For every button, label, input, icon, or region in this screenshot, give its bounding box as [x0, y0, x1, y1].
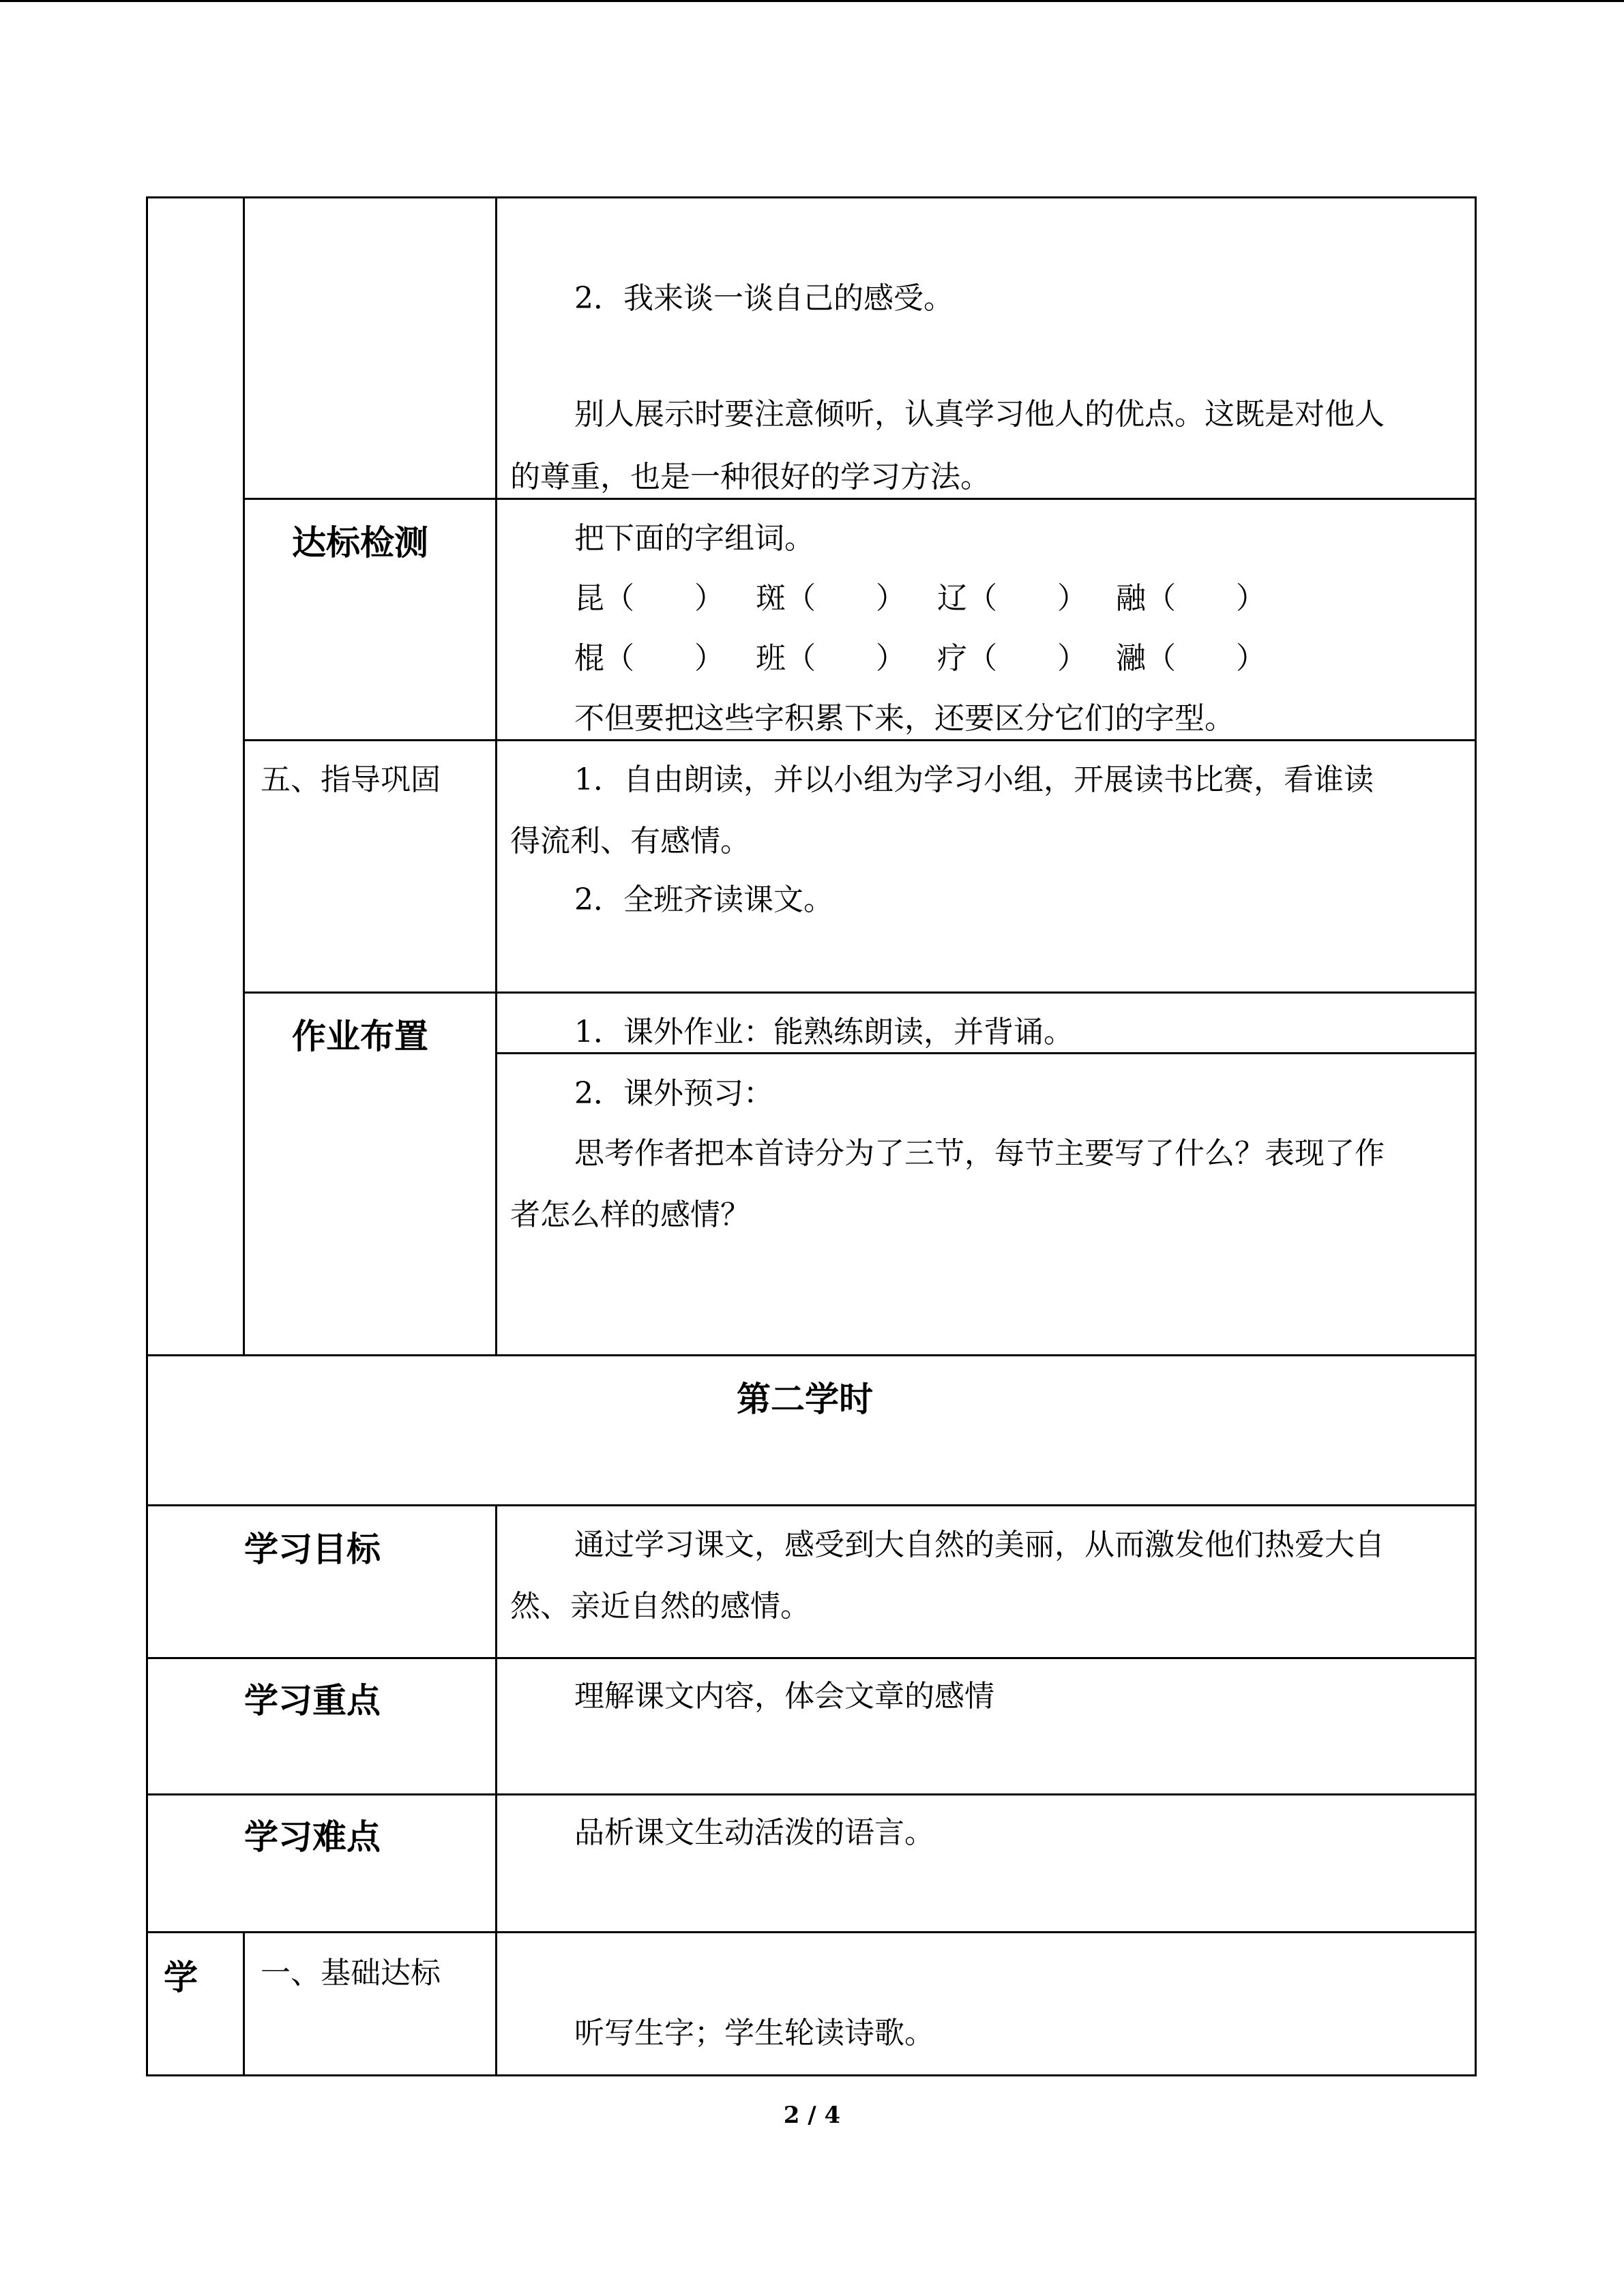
zuoye-label: 作业布置	[292, 1017, 428, 1056]
table-line	[146, 1793, 1477, 1795]
nandian-text: 品析课文生动活泼的语言。	[574, 1815, 934, 1850]
table-line	[243, 196, 245, 1356]
table-line	[146, 196, 1477, 198]
jichu-text: 听写生字；学生轮读诗歌。	[574, 2016, 934, 2051]
table-line	[243, 992, 1477, 994]
table-line	[146, 1657, 1477, 1659]
word-blank: 辽（ ）	[937, 581, 1087, 616]
side-label: 学	[164, 1958, 198, 1997]
table-line	[243, 498, 1477, 500]
word-blank: 疗（ ）	[937, 641, 1087, 676]
jichu-label: 一、基础达标	[261, 1956, 441, 1991]
mubiao-label: 学习目标	[244, 1530, 381, 1569]
page-number: 2 / 4	[783, 2102, 841, 2129]
dabiao-label: 达标检测	[292, 523, 428, 563]
dabiao-note: 不但要把这些字积累下来，还要区分它们的字型。	[574, 701, 1235, 736]
table-line	[146, 196, 148, 2076]
zuoye-item3-line1: 思考作者把本首诗分为了三节，每节主要写了什么？表现了作	[574, 1136, 1385, 1171]
zhidao-line3: 2．全班齐读课文。	[574, 882, 833, 917]
table-line	[1475, 196, 1477, 2076]
zhongdian-label: 学习重点	[244, 1681, 381, 1720]
word-blank: 融（ ）	[1116, 581, 1266, 616]
nandian-label: 学习难点	[244, 1817, 381, 1857]
zhidao-line2: 得流利、有感情。	[510, 824, 750, 859]
word-blank: 棍（ ）	[574, 641, 724, 676]
table-line	[146, 1504, 1477, 1506]
table-line	[243, 739, 1477, 741]
dabiao-intro: 把下面的字组词。	[574, 521, 814, 556]
table-line	[495, 1504, 497, 2076]
listening-note-line1: 别人展示时要注意倾听，认真学习他人的优点。这既是对他人	[574, 397, 1385, 432]
period-title: 第二学时	[737, 1380, 873, 1419]
table-line	[146, 1354, 1477, 1356]
listening-note-line2: 的尊重，也是一种很好的学习方法。	[510, 460, 990, 494]
zuoye-item2: 2．课外预习：	[574, 1076, 773, 1111]
table-line	[243, 1931, 245, 2076]
word-blank: 斑（ ）	[756, 581, 906, 616]
word-blank: 昆（ ）	[574, 581, 724, 616]
page-top-border	[0, 0, 1624, 2]
zhidao-line1: 1．自由朗读，并以小组为学习小组，开展读书比赛，看谁读	[574, 762, 1374, 797]
table-line	[146, 2074, 1477, 2076]
table-line	[146, 1931, 1477, 1933]
mubiao-line1: 通过学习课文，感受到大自然的美丽，从而激发他们热爱大自	[574, 1527, 1385, 1562]
table-line	[495, 196, 497, 1356]
word-blank: 瀜（ ）	[1116, 641, 1266, 676]
word-blank: 班（ ）	[756, 641, 906, 676]
zuoye-item3-line2: 者怎么样的感情？	[510, 1197, 750, 1232]
zhidao-label: 五、指导巩固	[261, 762, 441, 797]
zuoye-item1: 1．课外作业：能熟练朗读，并背诵。	[574, 1015, 1074, 1049]
mubiao-line2: 然、亲近自然的感情。	[510, 1589, 810, 1624]
feeling-item: 2．我来谈一谈自己的感受。	[574, 281, 954, 316]
zhongdian-text: 理解课文内容，体会文章的感情	[574, 1679, 994, 1714]
